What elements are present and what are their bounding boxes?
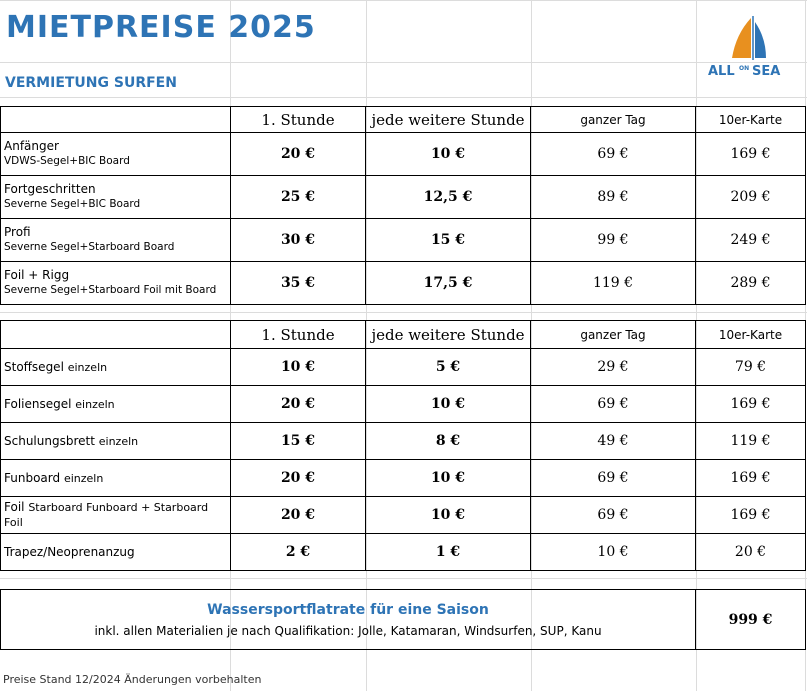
row-detail: Starboard Funboard + Starboard Foil <box>4 501 209 529</box>
price-extra-hour: 15 € <box>366 219 531 262</box>
header-extra-hour: jede weitere Stunde <box>366 107 531 133</box>
header-extra-hour: jede weitere Stunde <box>366 321 531 349</box>
row-detail: einzeln <box>75 397 115 411</box>
header-empty <box>1 107 231 133</box>
price-ten-card: 209 € <box>696 176 806 219</box>
table-row <box>1 386 806 423</box>
gridline <box>0 312 807 313</box>
price-first-hour: 15 € <box>231 423 366 460</box>
gridline <box>0 578 807 579</box>
price-ten-card: 169 € <box>696 386 806 423</box>
gridline <box>0 62 807 63</box>
price-full-day: 89 € <box>531 176 696 219</box>
logo-on: ON <box>739 65 750 72</box>
row-name: Profi <box>4 225 31 239</box>
price-extra-hour: 1 € <box>366 534 531 571</box>
price-ten-card: 289 € <box>696 262 806 305</box>
price-first-hour: 20 € <box>231 497 366 534</box>
price-full-day: 69 € <box>531 497 696 534</box>
page-title: MIETPREISE 2025 <box>6 10 316 45</box>
price-first-hour: 20 € <box>231 133 366 176</box>
row-name: Foil + Rigg <box>4 268 70 282</box>
row-detail: einzeln <box>67 360 108 374</box>
table-row <box>1 534 806 571</box>
table-header-row <box>1 107 806 133</box>
price-extra-hour: 8 € <box>366 423 531 460</box>
section-title: VERMIETUNG SURFEN <box>5 75 177 91</box>
price-ten-card: 169 € <box>696 497 806 534</box>
row-detail: Severne Segel+Starboard Board <box>4 241 175 253</box>
row-name: Schulungsbrett <box>4 433 95 448</box>
header-empty <box>1 321 231 349</box>
price-first-hour: 20 € <box>231 386 366 423</box>
header-full-day: ganzer Tag <box>531 107 696 133</box>
gridline <box>0 97 807 98</box>
price-full-day: 69 € <box>531 386 696 423</box>
table-row <box>1 176 806 219</box>
price-full-day: 69 € <box>531 460 696 497</box>
price-extra-hour: 17,5 € <box>366 262 531 305</box>
table-row <box>1 219 806 262</box>
price-ten-card: 20 € <box>696 534 806 571</box>
row-name: Foliensegel <box>4 396 72 411</box>
header-full-day: ganzer Tag <box>531 321 696 349</box>
flatrate-title: Wassersportflatrate für eine Saison <box>207 601 489 618</box>
price-table-material <box>0 320 806 571</box>
price-extra-hour: 10 € <box>366 460 531 497</box>
logo-sea: SEA <box>752 64 781 79</box>
price-ten-card: 169 € <box>696 460 806 497</box>
table-row <box>1 423 806 460</box>
price-first-hour: 25 € <box>231 176 366 219</box>
price-first-hour: 2 € <box>231 534 366 571</box>
price-ten-card: 79 € <box>696 349 806 386</box>
row-detail: einzeln <box>98 434 139 448</box>
price-ten-card: 169 € <box>696 133 806 176</box>
sail-blue-icon <box>755 22 766 58</box>
header-first-hour: 1. Stunde <box>231 321 366 349</box>
row-name: Funboard <box>4 470 61 485</box>
table-row <box>1 133 806 176</box>
flatrate-description: inkl. allen Materialien je nach Qualifikation: Jolle, Katamaran, Windsurfen, SUP, Kanu <box>94 623 602 638</box>
price-extra-hour: 12,5 € <box>366 176 531 219</box>
header-ten-card: 10er-Karte <box>696 321 806 349</box>
price-full-day: 29 € <box>531 349 696 386</box>
price-extra-hour: 10 € <box>366 497 531 534</box>
table-row <box>1 262 806 305</box>
sail-orange-icon <box>732 18 751 58</box>
price-first-hour: 30 € <box>231 219 366 262</box>
gridline <box>0 0 807 1</box>
flatrate-box <box>0 589 806 650</box>
table-row <box>1 497 806 534</box>
row-detail: Severne Segel+BIC Board <box>4 198 141 210</box>
price-full-day: 10 € <box>531 534 696 571</box>
price-ten-card: 119 € <box>696 423 806 460</box>
table-row <box>1 460 806 497</box>
flatrate-price: 999 € <box>696 590 806 650</box>
price-first-hour: 20 € <box>231 460 366 497</box>
logo-all: ALL <box>708 64 735 79</box>
row-name: Fortgeschritten <box>4 182 96 196</box>
price-extra-hour: 10 € <box>366 133 531 176</box>
header-ten-card: 10er-Karte <box>696 107 806 133</box>
row-detail: VDWS-Segel+BIC Board <box>4 155 130 167</box>
price-full-day: 119 € <box>531 262 696 305</box>
price-full-day: 99 € <box>531 219 696 262</box>
header-first-hour: 1. Stunde <box>231 107 366 133</box>
price-ten-card: 249 € <box>696 219 806 262</box>
price-extra-hour: 10 € <box>366 386 531 423</box>
brand-logo <box>706 14 792 80</box>
row-name: Foil <box>4 500 25 514</box>
row-detail: einzeln <box>63 471 104 485</box>
price-first-hour: 35 € <box>231 262 366 305</box>
price-table-surf <box>0 106 806 305</box>
row-name: Stoffsegel <box>4 359 64 374</box>
price-full-day: 49 € <box>531 423 696 460</box>
table-header-row <box>1 321 806 349</box>
footer-note: Preise Stand 12/2024 Änderungen vorbehalten <box>3 673 262 686</box>
table-row <box>1 349 806 386</box>
row-name: Trapez/Neoprenanzug <box>4 544 135 559</box>
price-full-day: 69 € <box>531 133 696 176</box>
price-extra-hour: 5 € <box>366 349 531 386</box>
price-first-hour: 10 € <box>231 349 366 386</box>
row-name: Anfänger <box>4 139 59 153</box>
row-detail: Severne Segel+Starboard Foil mit Board <box>4 284 217 296</box>
